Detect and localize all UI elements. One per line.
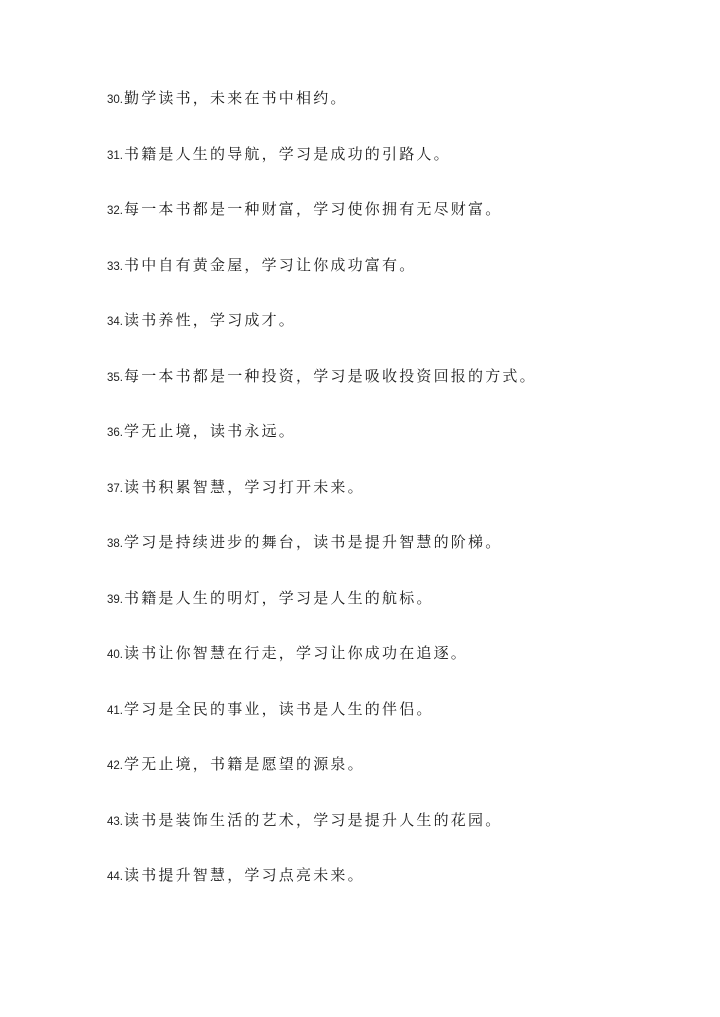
list-item bbox=[107, 143, 687, 199]
item-number: 42. bbox=[107, 760, 123, 772]
list-item bbox=[107, 809, 687, 865]
item-text: 学无止境，书籍是愿望的源泉。 bbox=[124, 755, 365, 773]
item-number: 31. bbox=[107, 149, 123, 162]
item-text: 读书让你智慧在行走，学习让你成功在追逐。 bbox=[124, 644, 469, 662]
item-text: 读书提升智慧，学习点亮未来。 bbox=[124, 866, 365, 884]
item-text: 书籍是人生的明灯，学习是人生的航标。 bbox=[124, 588, 434, 607]
item-number: 33. bbox=[107, 260, 123, 273]
list-item bbox=[107, 420, 687, 476]
item-number: 44. bbox=[107, 871, 123, 883]
list-item bbox=[107, 531, 687, 587]
item-text: 书籍是人生的导航，学习是成功的引路人。 bbox=[124, 144, 451, 163]
item-text: 学无止境，读书永远。 bbox=[124, 422, 297, 440]
item-text: 读书是装饰生活的艺术，学习是提升人生的花园。 bbox=[124, 810, 503, 829]
list-item bbox=[107, 309, 687, 365]
list-item bbox=[107, 864, 687, 920]
item-number: 35. bbox=[107, 371, 123, 384]
item-number: 41. bbox=[107, 704, 123, 717]
item-text: 学习是全民的事业，读书是人生的伴侣。 bbox=[124, 699, 434, 718]
item-number: 30. bbox=[107, 94, 123, 106]
item-text: 勤学读书，未来在书中相约。 bbox=[124, 89, 348, 107]
list-item bbox=[107, 753, 687, 809]
item-number: 36. bbox=[107, 427, 123, 439]
item-number: 34. bbox=[107, 316, 123, 328]
list-item bbox=[107, 254, 687, 310]
item-text: 每一本书都是一种财富，学习使你拥有无尽财富。 bbox=[124, 200, 503, 218]
item-text: 书中自有黄金屋，学习让你成功富有。 bbox=[124, 255, 417, 274]
list-item bbox=[107, 698, 687, 754]
quote-list bbox=[107, 87, 687, 920]
list-item bbox=[107, 198, 687, 254]
item-number: 37. bbox=[107, 482, 123, 495]
item-text: 学习是持续进步的舞台，读书是提升智慧的阶梯。 bbox=[124, 533, 503, 551]
item-number: 40. bbox=[107, 649, 123, 661]
item-number: 38. bbox=[107, 538, 123, 550]
item-number: 39. bbox=[107, 593, 123, 606]
item-text: 读书养性，学习成才。 bbox=[124, 311, 297, 329]
list-item bbox=[107, 87, 687, 143]
item-text: 每一本书都是一种投资，学习是吸收投资回报的方式。 bbox=[124, 366, 537, 385]
item-number: 32. bbox=[107, 205, 123, 217]
list-item bbox=[107, 476, 687, 532]
item-number: 43. bbox=[107, 815, 123, 828]
list-item bbox=[107, 642, 687, 698]
item-text: 读书积累智慧，学习打开未来。 bbox=[124, 477, 365, 496]
list-item bbox=[107, 587, 687, 643]
list-item bbox=[107, 365, 687, 421]
